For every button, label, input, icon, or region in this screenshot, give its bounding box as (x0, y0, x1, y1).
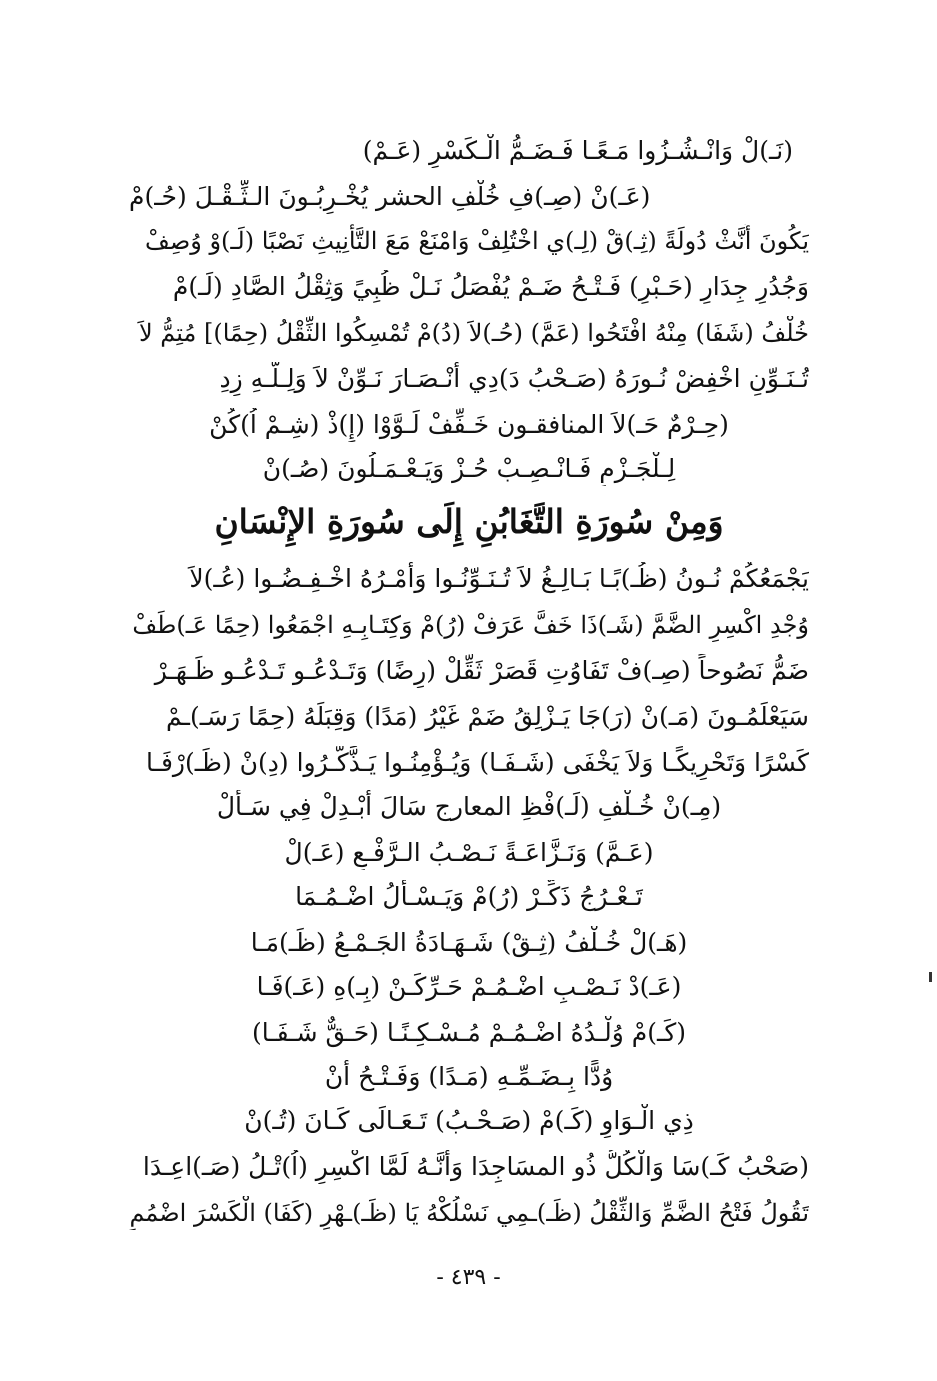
verse-line: سَيَعْلَمُـونَ (مَـ)نْ (رَ)جَا يَـزْلِقُ ضَمْ غَيْرُ (مَدًا) وَقِبَلَهُ (حِمًا رَسَـ)ـمْ (165, 702, 809, 731)
page-number: - ٤٣٩ - (436, 1265, 501, 1290)
verse-line: (كَـ)مْ وُلْـدُهُ اضْـمُـمْ مُـسْـكِـنًـا (حَـقٌّ شَـفَـا) (251, 1018, 687, 1047)
verse-line: تَقُولُ فَتْحُ الضَّمِّ وَالثِّقْلُ (ظَـ)ـمِي نَسْلُكْهُ يَا (ظَـ)ـهْرٍ (كَفَا) الْكَسْرَ اضْمُمِ (129, 1199, 809, 1227)
verse-line: تَـعْـرُجُ ذَكِّـرْ (رُ)مْ وَيَـسْـأَلُ اضْـمُـمَا (295, 882, 643, 911)
verse-line: (عَـ)دْ نَـصْـبِ اضْـمُـمْ حَـرِّكَـنْ (بِـ)هِ (عَـ)فَـا (256, 972, 682, 1001)
verse-line: ذِي الْـوَاوِ (كَـ)مْ (صَـحْـبُ) تَـعَـالَى كَـانَ (تُـ)نْ (244, 1106, 694, 1135)
verse-line: يَكُونَ أَنَّثْ دُولَةً (ثِـ)قْ (لِـ)ي اخْتُلِفْ وَامْنَعْ مَعَ التَّأْنِيثِ نَصْبًا (لَـ)وْ وُصِفْ (145, 227, 809, 255)
section-heading: وَمِنْ سُورَةِ التَّغَابُنِ إِلَى سُورَةِ الإِنْسَانِ (214, 502, 724, 541)
verse-line: (حِـرْمٌ حَـ)لاَ المنافقـون خَـفِّفْ لَـوَّوْا (إِ)ذْ (شِـمْ اُ)كُنْ (209, 410, 729, 439)
margin-mark (929, 972, 932, 982)
verse-line: (نَـ)لْ وَانْـشُـزُوا مَـعًـا فَـضَـمُّ الْـكَسْرِ (عَـمْ) (362, 136, 793, 165)
verse-line: (صَحْبُ كَـ)سَا وَالْكُلُّ ذُو المسَاجِدَا وَأَنَّـهُ لَمَّا اكْسِرِ (اُ)تْـلُ (صَـ)اعِـدَا (142, 1152, 809, 1181)
verse-line: وَجُدُرٍ جِدَارٍ (حَـبْرٍ) فَـتْـحُ ضَـمْ يُفْصَلُ نَـلْ ظُبِيً وَثِقْلُ الصَّادِ (لَـ)مْ (172, 272, 809, 301)
verse-line: (هَـ)لْ خُـلْفُ (ثِـقْ) شَـهَـادَةُ الجَـمْـعُ (ظَـ)مَـا (250, 928, 688, 957)
verse-line: (عَـ)نْ (صِـ)فِ خُلْفِ الحشر يُخْـرِبُـونَ الـثِّـقْـلَ (حُـ)مْ (129, 182, 651, 211)
verse-line: وُدًّا بِـضَـمِّـهِ (مَـدًا) وَفَـتْـحُ أَنْ (324, 1062, 614, 1091)
verse-line: يَجْمَعُكُمْ نُـونُ (ظُـ)بًـا بَـالِـغُ لاَ تُـنَـوِّنُـوا وَأَمْـرُهُ اخْـفِـضُـوا (عُـ)لاَ (189, 564, 809, 593)
verse-line: خُلْفُ (شَفَا) مِنْهُ افْتَحُوا (عَمَّ) (حُـ)لاَ (دُ)مْ تُمْسِكُوا الثِّقْلُ (حِمًا)] مُتِمُّ لاَ (138, 319, 809, 347)
verse-line: ضَمُّ نَصُوحاً (صِـ)فْ تَفَاوُتِ قَصَرْ ثَقِّلْ (رِضًا) وَتَـدْعُـو تَـدْعُـو ظَـهَـرْ (154, 656, 809, 685)
verse-line: كَسْرًا وَتَحْرِيكًـا وَلاَ يَخْفَى (شَـفَـا) وَيُـؤْمِنُـوا يَـذَّكَّـرُوا (دِ)نْ (ظَـ)رْفَـا (146, 748, 809, 777)
verse-line: (مِـ)نْ خُـلْفِ (لَـ)فْظِ المعارج سَالَ أَبْـدِلْ فِي سَـأَلْ (216, 792, 722, 821)
verse-line: (عَـمَّ) وَنَـزَّاعَـةً نَـصْـبُ الـرَّفْـعِ (عَـ)لْ (284, 838, 654, 867)
verse-line: وُجْدِ اكْسِرِ الضَّمَّ (شَـ)ذَا خَفَّ عَرَفْ (رُ)مْ وَكِتَـابِـهِ اجْمَعُوا (حِمًا عَـ)طَفْ (132, 611, 809, 639)
verse-line: لِـلْجَـزْمِ فَـانْـصِـبْ حُـزْ وَيَـعْـمَـلُونَ (صُـ)نْ (262, 454, 676, 483)
verse-line: تُـنَـوِّنِ اخْفِضْ نُـورَهُ (صَـحْبُ دَ)دِي أَنْـصَـارَ نَـوِّنْ لاَ وَلِـلَّـهِ زِدِ (219, 364, 809, 393)
